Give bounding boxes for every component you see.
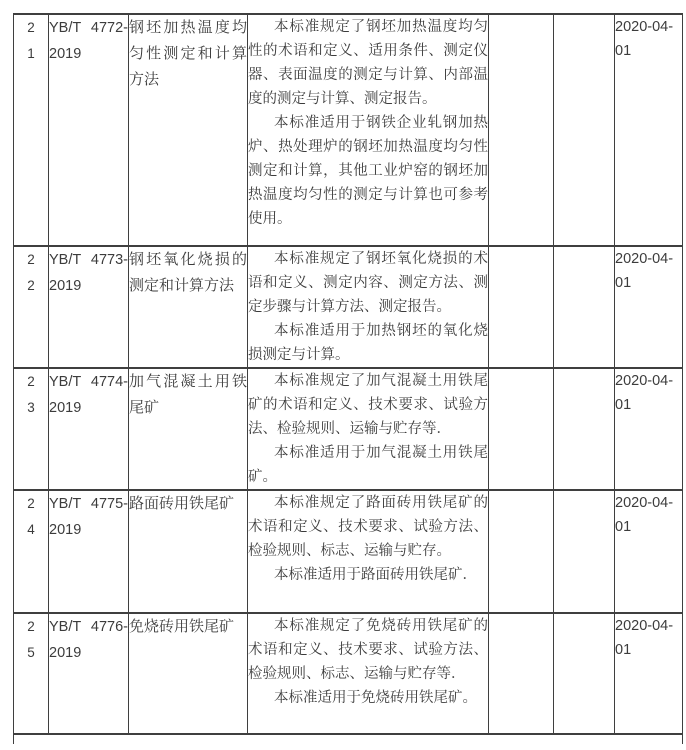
- standard-number: YB/T 4773-2019: [49, 246, 129, 368]
- implementation-date: 2020-04-01: [615, 490, 683, 613]
- empty-cell: [554, 14, 615, 246]
- implementation-date: 2020-04-01: [615, 246, 683, 368]
- scope-paragraph: 本标准适用于加热钢坯的氧化烧损测定与计算。: [248, 323, 488, 363]
- standard-scope: [248, 368, 489, 490]
- empty-cell: [554, 613, 615, 734]
- table-row-partial: [14, 734, 683, 744]
- empty-cell: [554, 246, 615, 368]
- standard-scope: [248, 14, 489, 246]
- scope-paragraph: 本标准规定了钢坯氧化烧损的术语和定义、测定内容、测定方法、测定步骤与计算方法、测定报告。: [248, 251, 488, 315]
- empty-cell: [554, 368, 615, 490]
- empty-cell: [554, 490, 615, 613]
- row-seq: [14, 490, 49, 613]
- empty-cell: [14, 734, 683, 744]
- row-seq: [14, 368, 49, 490]
- table-row: [14, 613, 683, 734]
- empty-cell: [489, 368, 554, 490]
- scope-paragraph: 本标准适用于加气混凝土用铁尾矿。: [248, 445, 488, 485]
- standard-scope: [248, 613, 489, 734]
- row-seq-value: 24: [27, 496, 35, 537]
- scope-paragraph: 本标准规定了免烧砖用铁尾矿的术语和定义、技术要求、试验方法、检验规则、标志、运输与贮存等．: [248, 618, 488, 682]
- standard-scope: [248, 490, 489, 613]
- row-seq: [14, 613, 49, 734]
- scope-paragraph: 本标准规定了钢坯加热温度均匀性的术语和定义、适用条件、测定仪器、表面温度的测定与计算、内部温度的测定与计算、测定报告。: [248, 19, 488, 107]
- scope-paragraph: 本标准规定了路面砖用铁尾矿的术语和定义、技术要求、试验方法、检验规则、标志、运输与贮存。: [248, 495, 488, 559]
- standard-number: YB/T 4774-2019: [49, 368, 129, 490]
- scope-paragraph: 本标准规定了加气混凝土用铁尾矿的术语和定义、技术要求、试验方法、检验规则、运输与贮存等．: [248, 373, 488, 437]
- standard-number: YB/T 4775-2019: [49, 490, 129, 613]
- scope-paragraph: 本标准适用于路面砖用铁尾矿．: [274, 567, 477, 583]
- row-seq-value: 25: [27, 619, 35, 660]
- standard-number: YB/T 4772-2019: [49, 14, 129, 246]
- table-row: [14, 490, 683, 613]
- empty-cell: [489, 613, 554, 734]
- standard-number: YB/T 4776-2019: [49, 613, 129, 734]
- row-seq-value: 22: [27, 252, 35, 293]
- implementation-date: 2020-04-01: [615, 368, 683, 490]
- empty-cell: [489, 490, 554, 613]
- implementation-date: 2020-04-01: [615, 14, 683, 246]
- empty-cell: [489, 246, 554, 368]
- table-row: [14, 246, 683, 368]
- row-seq-value: 21: [27, 20, 35, 61]
- row-seq: [14, 14, 49, 246]
- standard-title: 加气混凝土用铁尾矿: [129, 368, 248, 490]
- implementation-date: 2020-04-01: [615, 613, 683, 734]
- scope-paragraph: 本标准适用于免烧砖用铁尾矿。: [274, 690, 477, 706]
- row-seq-value: 23: [27, 374, 35, 415]
- standard-title: 免烧砖用铁尾矿: [129, 613, 248, 734]
- scope-paragraph: 本标准适用于钢铁企业轧钢加热炉、热处理炉的钢坯加热温度均匀性测定和计算，其他工业炉窑的钢坯加热温度均匀性的测定与计算也可参考使用。: [248, 115, 488, 227]
- table-row: [14, 368, 683, 490]
- standard-title: 钢坯加热温度均匀性测定和计算方法: [129, 14, 248, 246]
- standard-title: 路面砖用铁尾矿: [129, 490, 248, 613]
- standards-table: [13, 13, 683, 744]
- empty-cell: [489, 14, 554, 246]
- row-seq: [14, 246, 49, 368]
- standard-title: 钢坯氧化烧损的测定和计算方法: [129, 246, 248, 368]
- standard-scope: [248, 246, 489, 368]
- table-row: [14, 14, 683, 246]
